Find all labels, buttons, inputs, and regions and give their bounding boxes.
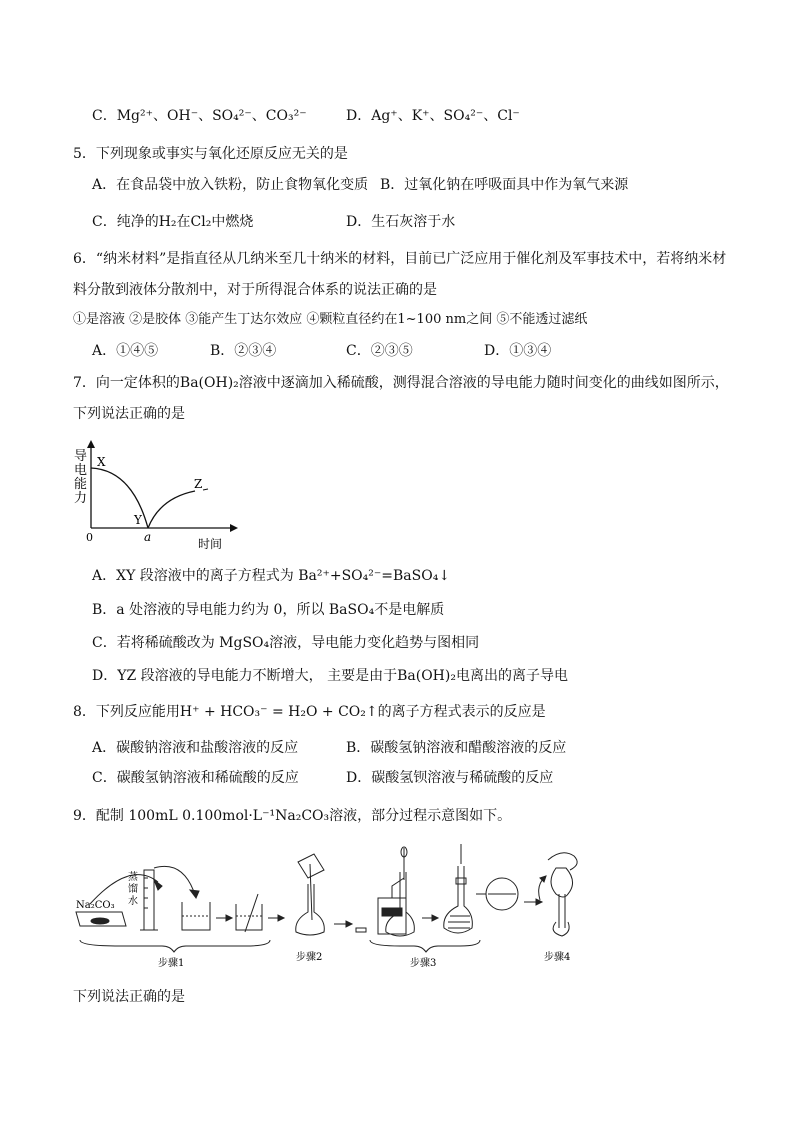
q7-option-b: B．a 处溶液的导电能力约为 0，所以 BaSO₄不是电解质 bbox=[92, 602, 445, 618]
step1-brace bbox=[80, 940, 270, 952]
beaker-stir-icon bbox=[236, 904, 262, 930]
step4-label: 步骤4 bbox=[544, 952, 571, 963]
y-axis-label-4: 力 bbox=[74, 491, 88, 506]
water-label-2: 馏 bbox=[128, 884, 138, 895]
volumetric-flask-icon bbox=[296, 884, 325, 935]
q9-stem: 9．配制 100mL 0.100mol·L⁻¹Na₂CO₃溶液，部分过程示意图如下。 bbox=[73, 808, 512, 824]
x-axis-label: 时间 bbox=[198, 537, 223, 550]
na2co3-label: Na₂CO₃ bbox=[76, 900, 115, 911]
q4-option-d-label: D． bbox=[346, 108, 372, 124]
q6-option-c: C．②③⑤ bbox=[346, 343, 413, 359]
q7-stem-line2: 下列说法正确的是 bbox=[73, 406, 185, 422]
volumetric-flask-step3-icon bbox=[386, 872, 415, 936]
graduated-cylinder-icon bbox=[144, 870, 154, 930]
y-axis-label-3: 能 bbox=[74, 477, 88, 492]
origin-label: 0 bbox=[86, 531, 93, 544]
point-label-a: a bbox=[144, 530, 152, 544]
q7-option-d: D．YZ 段溶液的导电能力不断增大， 主要是由于Ba(OH)₂电离出的离子导电 bbox=[92, 668, 568, 684]
q6-stem-line2: 料分散到液体分散剂中，对于所得混合体系的说法正确的是 bbox=[73, 282, 437, 298]
q6-option-b: B．②③④ bbox=[210, 343, 277, 359]
q8-option-b: B．碳酸氢钠溶液和醋酸溶液的反应 bbox=[346, 740, 567, 756]
point-label-x: X bbox=[97, 455, 106, 469]
q7-stem-line1: 7．向一定体积的Ba(OH)₂溶液中逐滴加入稀硫酸，测得混合溶液的导电能力随时间变化的曲线如图所示， bbox=[73, 375, 729, 391]
q5-option-b: B．过氧化钠在呼吸面具中作为氧气来源 bbox=[380, 177, 629, 193]
q4-option-c-label: C． bbox=[92, 108, 117, 124]
step1-label: 步骤1 bbox=[158, 958, 185, 969]
curve-dash bbox=[203, 489, 208, 490]
q5-option-c: C．纯净的H₂在Cl₂中燃烧 bbox=[92, 214, 254, 230]
q9-procedure-figure bbox=[70, 842, 600, 972]
q6-items: ①是溶液 ②是胶体 ③能产生丁达尔效应 ④颗粒直径约在1~100 nm之间 ⑤不能透过滤纸 bbox=[73, 312, 588, 327]
step3-label: 步骤3 bbox=[410, 958, 437, 969]
x-axis-arrow bbox=[230, 524, 238, 532]
point-label-y: Y bbox=[134, 513, 142, 527]
q6-stem-line1: 6．“纳米材料”是指直径从几纳米至几十纳米的材料，目前已广泛应用于催化剂及军事技术中，若将纳米材 bbox=[73, 251, 727, 267]
q9-tail: 下列说法正确的是 bbox=[73, 989, 185, 1005]
q7-option-c: C．若将稀硫酸改为 MgSO₄溶液，导电能力变化趋势与图相同 bbox=[92, 635, 480, 651]
inverting-flask-icon bbox=[551, 868, 573, 897]
volumetric-flask-dropper-icon bbox=[444, 866, 473, 933]
q6-option-a: A．①④⑤ bbox=[92, 343, 159, 359]
q8-option-a: A．碳酸钠溶液和盐酸溶液的反应 bbox=[92, 740, 299, 756]
y-axis-label-2: 电 bbox=[74, 463, 88, 478]
water-label-1: 蒸 bbox=[128, 872, 138, 883]
q8-option-c: C．碳酸氢钠溶液和稀硫酸的反应 bbox=[92, 770, 299, 786]
q8-option-d: D．碳酸氢钡溶液与稀硫酸的反应 bbox=[346, 770, 554, 786]
y-axis-arrow bbox=[87, 440, 95, 448]
point-label-z: Z bbox=[194, 477, 203, 491]
powder-icon bbox=[91, 918, 109, 924]
q7-option-a: A．XY 段溶液中的离子方程式为 Ba²⁺+SO₄²⁻=BaSO₄↓ bbox=[92, 568, 451, 584]
curve-yz bbox=[148, 491, 195, 528]
q4-option-d-text: Ag⁺、K⁺、SO₄²⁻、Cl⁻ bbox=[371, 108, 520, 124]
q5-option-a: A．在食品袋中放入铁粉，防止食物氧化变质 bbox=[92, 177, 369, 193]
q8-stem: 8．下列反应能用H⁺ + HCO₃⁻ = H₂O + CO₂↑的离子方程式表示的反应是 bbox=[73, 704, 546, 720]
step3-brace bbox=[370, 940, 480, 952]
q4-option-c-text: Mg²⁺、OH⁻、SO₄²⁻、CO₃²⁻ bbox=[116, 108, 307, 124]
q5-option-d: D．生石灰溶于水 bbox=[346, 214, 456, 230]
q7-conductivity-graph bbox=[70, 438, 270, 550]
q6-option-d: D．①③④ bbox=[484, 343, 552, 359]
dish-icon bbox=[356, 928, 366, 932]
q4-option-d bbox=[346, 106, 520, 126]
hand-icon bbox=[548, 853, 577, 870]
y-axis-label-1: 导 bbox=[74, 449, 88, 464]
q4-option-c bbox=[92, 106, 307, 126]
water-label-3: 水 bbox=[128, 896, 138, 907]
pour-beaker-icon bbox=[298, 854, 324, 878]
q5-stem: 5．下列现象或事实与氧化还原反应无关的是 bbox=[73, 146, 348, 162]
step2-label: 步骤2 bbox=[296, 952, 323, 963]
